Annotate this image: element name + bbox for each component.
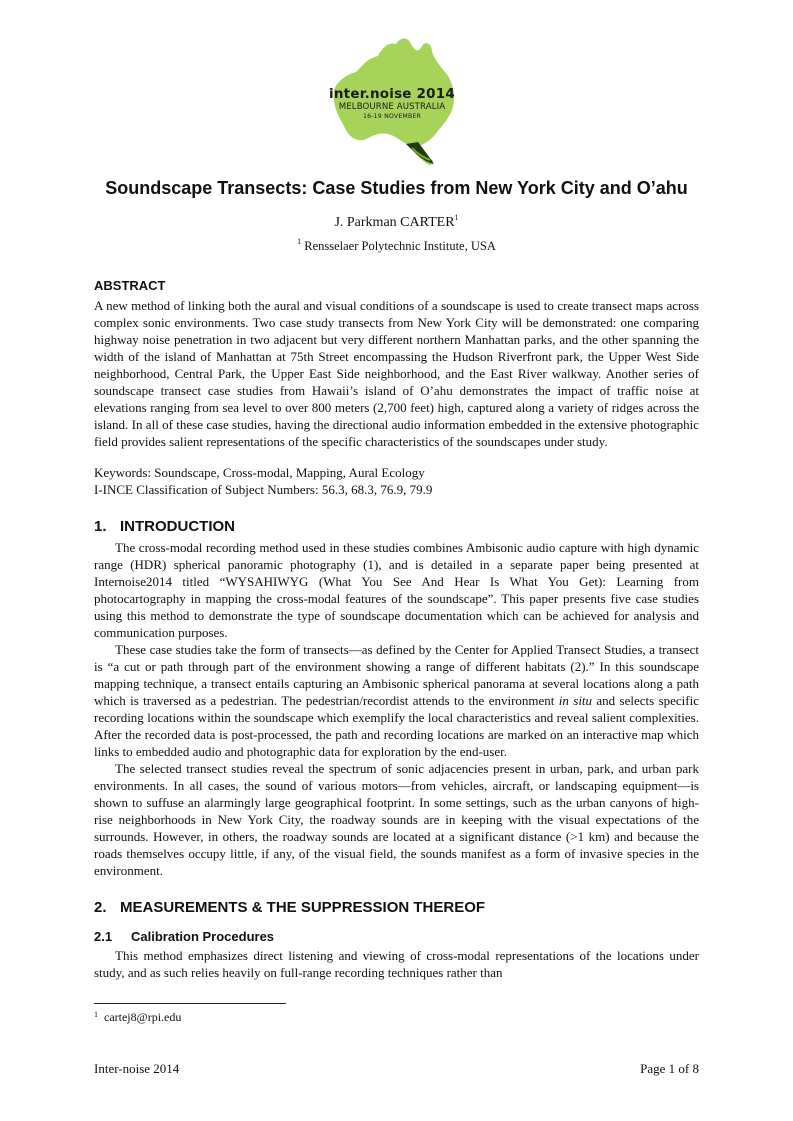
paper-body [94, 276, 699, 981]
author-line [0, 215, 793, 231]
author-mark: 1 [454, 213, 459, 222]
intro-paragraph-2 [94, 641, 699, 760]
footnote-divider [94, 1003, 286, 1004]
subsection-2-1-number: 2.1 [94, 929, 113, 944]
section-2-title: MEASUREMENTS & THE SUPPRESSION THEREOF [120, 899, 486, 916]
logo-dates: 16-19 NOVEMBER [362, 113, 422, 120]
abstract-heading: ABSTRACT [94, 278, 166, 293]
logo-title: inter.noise 2014 [329, 86, 455, 102]
logo-location: MELBOURNE AUSTRALIA [338, 102, 446, 112]
conference-logo [326, 36, 458, 172]
intro-p2-start: These case studies take the form of transects—as defined by the Center for Applied Transect Studies, a transect is “a cut or path through part of the environment showing a range of different habitats (2).” In this soundscape mapping technique, a transect entails capturing an Ambisonic spherical panorama at several locations along a path which is traversed as a pedestrian. The pedestrian/recordist attends to the environment [94, 642, 699, 708]
section-2-heading [94, 898, 699, 918]
intro-p2-end: and selects specific recording locations within the soundscape which exemplify the local characteristics and reveal salient complexities. After the recorded data is post-processed, the path and recording locations are marked on an interactive map which links to embedded audio and photographic data for exploration by the end-user. [94, 693, 699, 759]
intro-paragraph-3: The selected transect studies reveal the spectrum of sonic adjacencies present in urban, park, and urban park environments. In all cases, the sound of various motors—from vehicles, aircraft, or landscaping equipment—is shown to suffuse an alarmingly large geographical footprint. In some settings, such as the urban canyons of high-rise neighborhoods in New York City, the roadway sounds are in keeping with the visual expectations of the surrounds. However, in others, the roadway sounds are located at a significant distance (>1 km) and because the roads themselves occupy little, if any, of the visual field, the sounds manifest as a form of invasive species in the environment. [94, 761, 699, 878]
author-name: J. Parkman CARTER [334, 215, 455, 230]
section-1-number: 1. [94, 518, 107, 535]
section-2-number: 2. [94, 899, 107, 916]
intro-p2-italic: in situ [558, 693, 593, 708]
keywords: Keywords: Soundscape, Cross-modal, Mapping, Aural Ecology [94, 465, 425, 480]
footnote-mark: 1 [94, 1010, 98, 1019]
section-1-heading [94, 517, 699, 537]
subsection-2-1-heading [94, 928, 699, 946]
affiliation-mark: 1 [297, 237, 302, 246]
affiliation-text: Rensselaer Polytechnic Institute, USA [304, 239, 496, 253]
classification: I-INCE Classification of Subject Numbers: 56.3, 68.3, 76.9, 79.9 [94, 482, 433, 497]
paper-title: Soundscape Transects: Case Studies from New York City and O’ahu [105, 178, 688, 198]
footer-conference: Inter-noise 2014 [94, 1061, 180, 1076]
calibration-paragraph: This method emphasizes direct listening and viewing of cross-modal representations of the locations under study, and as such relies heavily on full-range recording techniques rather than [94, 948, 699, 980]
footer-page-number: Page 1 of 8 [640, 1061, 699, 1076]
section-1-title: INTRODUCTION [120, 518, 235, 535]
intro-paragraph-1: The cross-modal recording method used in these studies combines Ambisonic audio capture with high dynamic range (HDR) spherical panoramic photography (1), and is detailed in a separate paper being presented at Internoise2014 titled “WYSAHIWYG (What You See And Hear Is What You Get): Learning from photocartography in mapping the cross-modal features of the soundscape”. This paper presents five case studies using this method to demonstrate the type of soundscape documentation which can be achieved for analysis and communication purposes. [94, 540, 699, 640]
footnote [94, 1010, 181, 1025]
footnote-email: cartej8@rpi.edu [104, 1010, 182, 1024]
abstract-text: A new method of linking both the aural and visual conditions of a soundscape is used to create transect maps across complex sonic environments. Two case study transects from New York City will be demonstrated: one comparing highway noise penetration in two adjacent but very different northern Manhattan parks, and the other spanning the width of the island of Manhattan at 75th Street encompassing the Hudson Riverfront park, the Upper West Side neighborhood, Central Park, the Upper East Side neighborhood, and the East River walkway. Another series of soundscape transect case studies from Hawaii’s island of O’ahu demonstrates the impact of traffic noise at elevations ranging from sea level to over 800 meters (2,700 feet) high, captured along a variety of ridges across the island. In all of these case studies, having the directional audio information embedded in the extensive photographic field provides salient representations of the specific characteristics of the soundscapes under study. [94, 298, 699, 449]
subsection-2-1-title: Calibration Procedures [131, 929, 275, 944]
affiliation-line [0, 239, 793, 254]
